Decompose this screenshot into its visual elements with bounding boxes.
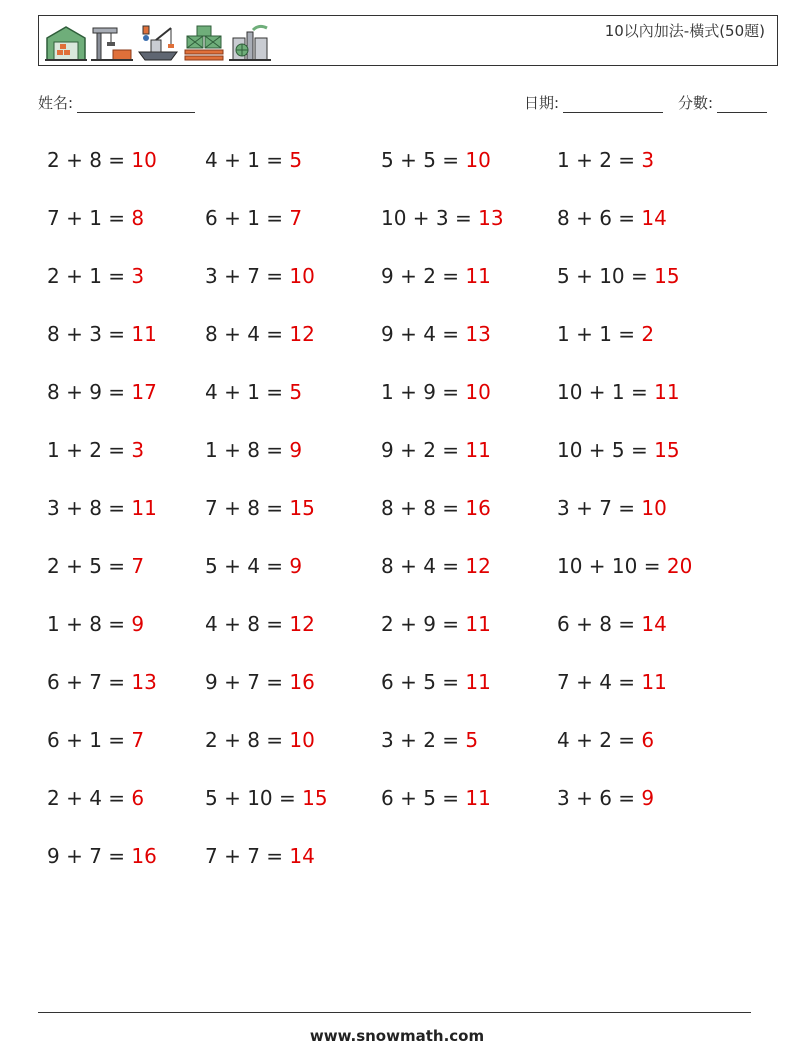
problem-question: 4 + 1 = <box>205 148 290 172</box>
problem <box>47 206 144 230</box>
problem-answer: 11 <box>654 380 680 404</box>
score-label: 分數: <box>678 94 714 112</box>
problem-question: 9 + 7 = <box>205 670 290 694</box>
problem-answer: 6 <box>641 728 655 752</box>
problem-question: 5 + 5 = <box>381 148 466 172</box>
problem-question: 10 + 5 = <box>557 438 655 462</box>
problem <box>47 438 144 462</box>
problem-answer: 14 <box>289 844 315 868</box>
problem-answer: 12 <box>289 322 315 346</box>
problem <box>205 786 328 810</box>
problem-answer: 7 <box>131 554 145 578</box>
problem <box>381 612 491 636</box>
problem-question: 9 + 7 = <box>47 844 132 868</box>
problem <box>47 844 157 868</box>
problem-question: 6 + 5 = <box>381 786 466 810</box>
problem <box>205 380 302 404</box>
problem <box>381 670 491 694</box>
problem-question: 8 + 4 = <box>381 554 466 578</box>
problem-answer: 11 <box>465 612 491 636</box>
problem <box>381 322 491 346</box>
problem-answer: 3 <box>131 438 145 462</box>
problem-question: 5 + 4 = <box>205 554 290 578</box>
problem <box>381 148 491 172</box>
problem-answer: 10 <box>131 148 157 172</box>
problem-question: 6 + 8 = <box>557 612 642 636</box>
problem <box>557 264 680 288</box>
problem <box>205 612 315 636</box>
problem-answer: 12 <box>465 554 491 578</box>
problem-question: 4 + 2 = <box>557 728 642 752</box>
problem <box>47 728 144 752</box>
problem <box>205 322 315 346</box>
problem-question: 8 + 4 = <box>205 322 290 346</box>
problem <box>47 264 144 288</box>
problem <box>381 786 491 810</box>
problem-question: 2 + 9 = <box>381 612 466 636</box>
problem <box>205 844 315 868</box>
problem-answer: 5 <box>465 728 479 752</box>
problem-answer: 11 <box>465 438 491 462</box>
problem-answer: 3 <box>131 264 145 288</box>
problem <box>557 786 654 810</box>
problem-question: 9 + 4 = <box>381 322 466 346</box>
problem-answer: 11 <box>465 264 491 288</box>
problem <box>557 206 667 230</box>
problem <box>205 728 315 752</box>
problem-answer: 10 <box>289 264 315 288</box>
problem-question: 7 + 8 = <box>205 496 290 520</box>
problem-answer: 9 <box>641 786 655 810</box>
problem <box>205 264 315 288</box>
problem-question: 9 + 2 = <box>381 264 466 288</box>
problem-answer: 14 <box>641 612 667 636</box>
problem-question: 4 + 1 = <box>205 380 290 404</box>
problem-answer: 14 <box>641 206 667 230</box>
problem <box>205 496 315 520</box>
name-label: 姓名: <box>38 94 74 112</box>
problem-answer: 5 <box>289 380 303 404</box>
problem <box>381 380 491 404</box>
problem-question: 10 + 1 = <box>557 380 655 404</box>
problem <box>205 554 302 578</box>
problem-question: 1 + 8 = <box>47 612 132 636</box>
problem-question: 7 + 7 = <box>205 844 290 868</box>
problem <box>381 554 491 578</box>
problem-question: 6 + 7 = <box>47 670 132 694</box>
problem <box>557 728 654 752</box>
problem-answer: 10 <box>641 496 667 520</box>
problem <box>557 380 680 404</box>
problem-answer: 11 <box>641 670 667 694</box>
problem-question: 2 + 5 = <box>47 554 132 578</box>
problem <box>381 206 504 230</box>
worksheet-title: 10以內加法-橫式(50題) <box>604 22 765 40</box>
problem-answer: 11 <box>465 670 491 694</box>
problem-question: 2 + 8 = <box>205 728 290 752</box>
problem-answer: 13 <box>478 206 504 230</box>
problem-question: 8 + 6 = <box>557 206 642 230</box>
problem-question: 8 + 9 = <box>47 380 132 404</box>
date-label: 日期: <box>524 94 560 112</box>
problem-answer: 13 <box>465 322 491 346</box>
problem-question: 8 + 3 = <box>47 322 132 346</box>
problem-answer: 2 <box>641 322 655 346</box>
problem-question: 6 + 5 = <box>381 670 466 694</box>
problem <box>47 786 144 810</box>
problem-answer: 10 <box>465 148 491 172</box>
problem-question: 1 + 8 = <box>205 438 290 462</box>
problem-answer: 15 <box>289 496 315 520</box>
problem-answer: 16 <box>289 670 315 694</box>
footer-divider <box>38 1012 751 1013</box>
problem-answer: 15 <box>654 438 680 462</box>
problem-answer: 12 <box>289 612 315 636</box>
problem-question: 1 + 1 = <box>557 322 642 346</box>
problem-answer: 9 <box>289 554 303 578</box>
problem-answer: 10 <box>465 380 491 404</box>
problem-question: 9 + 2 = <box>381 438 466 462</box>
problem-answer: 11 <box>465 786 491 810</box>
problem-question: 2 + 8 = <box>47 148 132 172</box>
problem <box>381 496 491 520</box>
problem-question: 3 + 8 = <box>47 496 132 520</box>
problem-answer: 16 <box>131 844 157 868</box>
problem-question: 7 + 1 = <box>47 206 132 230</box>
problem-question: 10 + 10 = <box>557 554 667 578</box>
problem <box>557 496 667 520</box>
problem-question: 7 + 4 = <box>557 670 642 694</box>
problem <box>557 322 654 346</box>
problem <box>47 380 157 404</box>
problem-answer: 11 <box>131 322 157 346</box>
problem <box>557 670 667 694</box>
problem <box>205 438 302 462</box>
problem-question: 3 + 6 = <box>557 786 642 810</box>
problem <box>557 612 667 636</box>
problem-answer: 13 <box>131 670 157 694</box>
problem <box>557 554 692 578</box>
problem-question: 6 + 1 = <box>47 728 132 752</box>
problem-answer: 15 <box>302 786 328 810</box>
problem-question: 6 + 1 = <box>205 206 290 230</box>
problem <box>47 612 144 636</box>
problem-answer: 6 <box>131 786 145 810</box>
problem-answer: 5 <box>289 148 303 172</box>
problem-question: 5 + 10 = <box>557 264 655 288</box>
problem-answer: 16 <box>465 496 491 520</box>
problem-question: 1 + 2 = <box>557 148 642 172</box>
problem-answer: 8 <box>131 206 145 230</box>
problem <box>47 554 144 578</box>
problem-answer: 20 <box>666 554 693 578</box>
problem-question: 4 + 8 = <box>205 612 290 636</box>
problem-question: 1 + 2 = <box>47 438 132 462</box>
problem-question: 2 + 1 = <box>47 264 132 288</box>
problem <box>205 670 315 694</box>
problem-question: 3 + 2 = <box>381 728 466 752</box>
footer-url: www.snowmath.com <box>309 1027 485 1045</box>
problem-answer: 7 <box>131 728 145 752</box>
problem <box>47 496 157 520</box>
problem-question: 5 + 10 = <box>205 786 303 810</box>
problem-answer: 15 <box>654 264 680 288</box>
problem <box>47 670 157 694</box>
problem <box>381 264 491 288</box>
problem <box>205 148 302 172</box>
problem-question: 3 + 7 = <box>205 264 290 288</box>
problem-answer: 3 <box>641 148 655 172</box>
problem-question: 2 + 4 = <box>47 786 132 810</box>
problem <box>205 206 302 230</box>
problem-answer: 11 <box>131 496 157 520</box>
problem <box>557 148 654 172</box>
problem-answer: 17 <box>131 380 157 404</box>
problem-answer: 10 <box>289 728 315 752</box>
problem-question: 1 + 9 = <box>381 380 466 404</box>
problem-answer: 9 <box>289 438 303 462</box>
problem-question: 3 + 7 = <box>557 496 642 520</box>
problem-answer: 7 <box>289 206 303 230</box>
problem <box>557 438 680 462</box>
problem-answer: 9 <box>131 612 145 636</box>
problem <box>47 148 157 172</box>
problem-question: 8 + 8 = <box>381 496 466 520</box>
problem-question: 10 + 3 = <box>381 206 479 230</box>
problem <box>381 438 491 462</box>
problem <box>381 728 478 752</box>
problem <box>47 322 157 346</box>
